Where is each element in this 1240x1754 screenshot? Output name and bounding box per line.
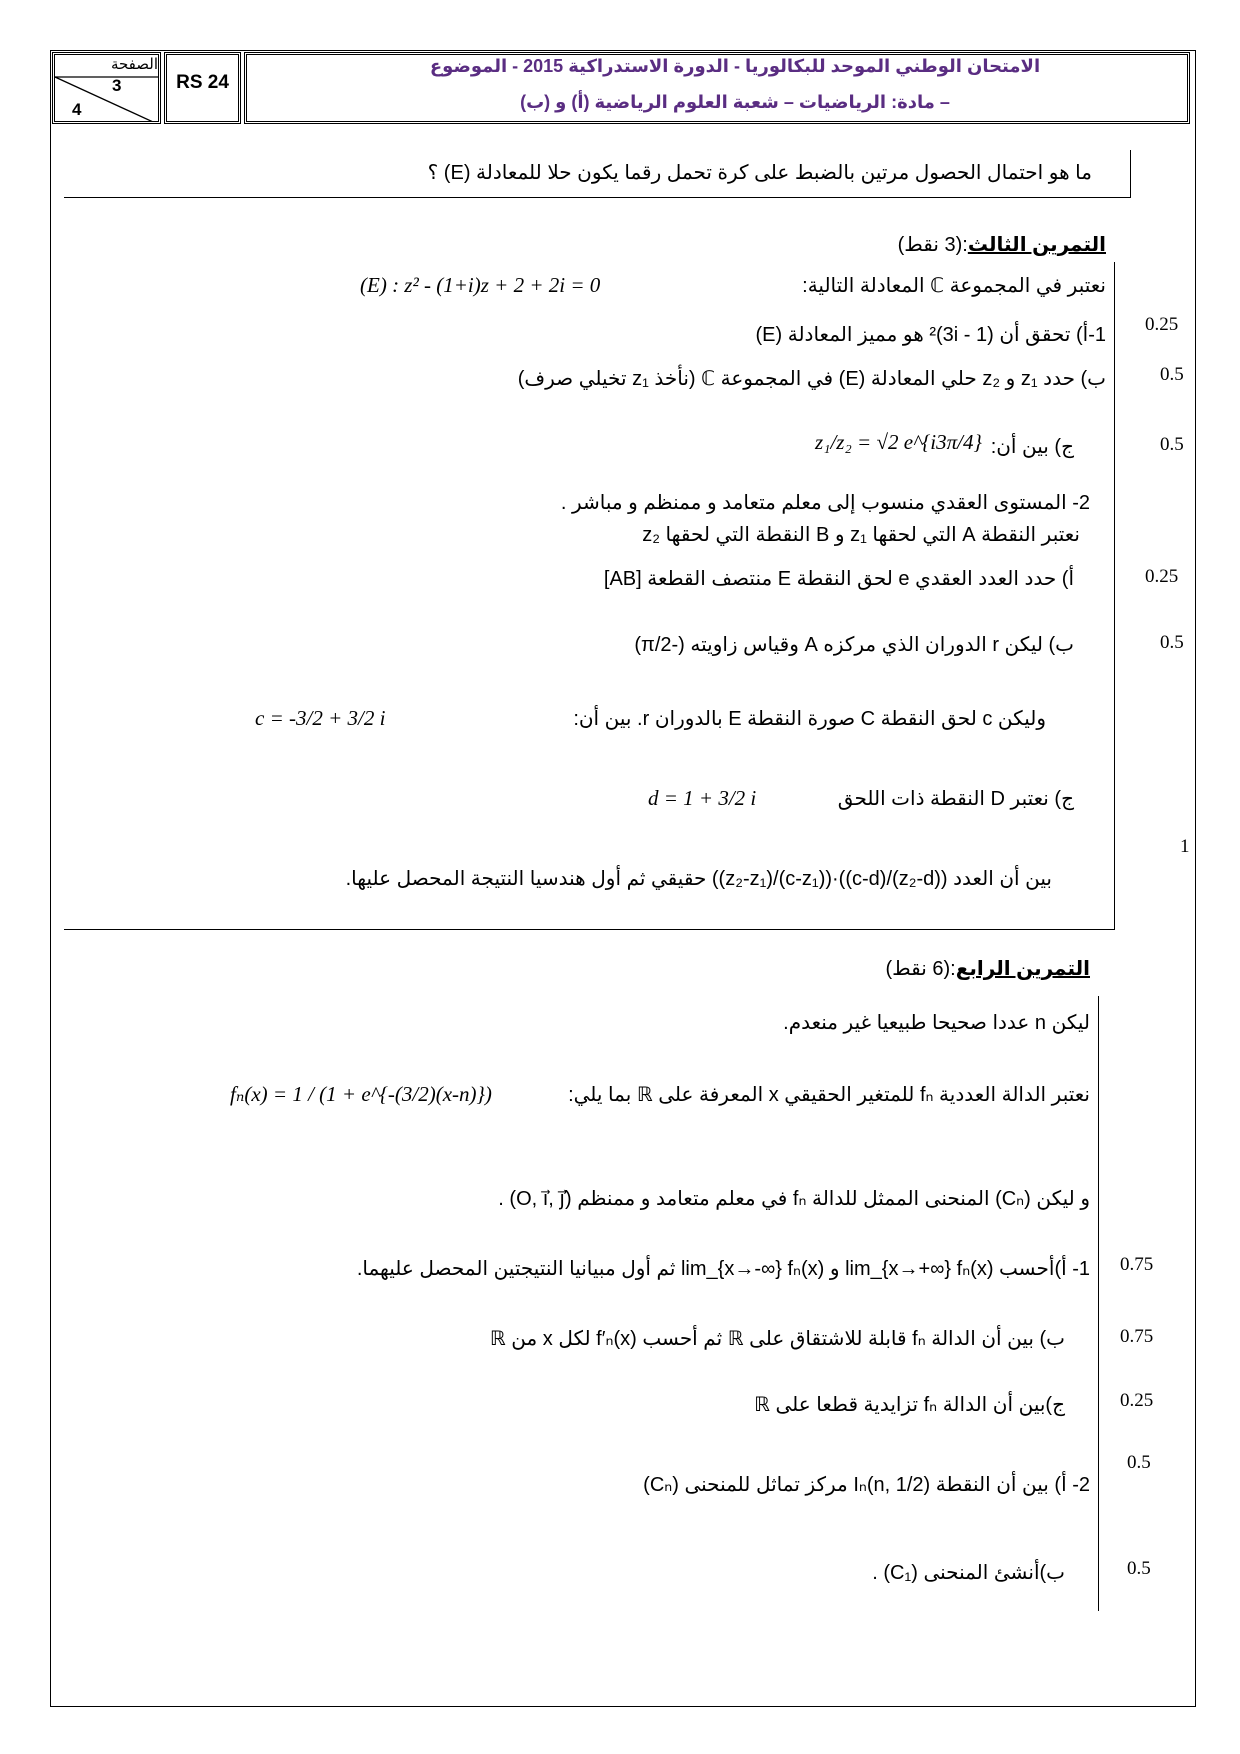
score-ex3-5: 0.5 <box>1160 632 1184 653</box>
score-ex3-4: 0.25 <box>1145 566 1179 587</box>
ex4-l3: و ليكن (Cₙ) المنحنى الممثل للدالة fₙ في معلم متعامد و ممنظم (O, i⃗, j⃗) . <box>498 1188 1090 1210</box>
score-ex3-3: 0.5 <box>1160 434 1184 455</box>
exercise3-rule <box>1114 262 1115 930</box>
exercise3-heading <box>898 232 1106 257</box>
exercise3-bottom <box>64 929 1115 930</box>
page-total: 4 <box>72 100 82 119</box>
exam-title: الامتحان الوطني الموحد للبكالوريا - الدورة الاستدراكية 2015 - الموضوع <box>429 56 1041 76</box>
ex3-q1c: ج) بين أن: <box>990 436 1074 458</box>
ex4-q1a: 1- أ)أحسب lim_{x→+∞} fₙ(x) و lim_{x→-∞} fₙ(x) ثم أول مبيانيا النتيجتين المحصل عليهما. <box>356 1258 1090 1280</box>
ex3-q2b1: ب) ليكن r الدوران الذي مركزه A وقياس زاويته (-π/2) <box>634 634 1074 656</box>
score-ex4-3: 0.25 <box>1120 1390 1154 1411</box>
exercise3-title: التمرين الثالث <box>967 234 1106 256</box>
ex3-q2-intro2: نعتبر النقطة A التي لحقها z₁ و B النقطة التي لحقها z₂ <box>642 524 1080 546</box>
exercise4-points: :(6 نقط) <box>885 958 956 980</box>
ex4-q2a: 2- أ) بين أن النقطة Iₙ(n, 1/2) مركز تماثل للمنحنى (Cₙ) <box>643 1474 1090 1496</box>
ex4-q2b: ب)أنشئ المنحنى (C₁) . <box>872 1562 1065 1584</box>
ex3-q2c2: بين أن العدد ((z₂-d)/(c-d))·((c-z₁)/(z₂-z₁)) حقيقي ثم أول هندسيا النتيجة المحصل عليها. <box>345 868 1052 890</box>
score-ex3-6: 1 <box>1180 836 1190 857</box>
exercise4-heading <box>885 956 1090 981</box>
ex4-l2: نعتبر الدالة العددية fₙ للمتغير الحقيقي x المعرفة على ℝ بما يلي: <box>568 1084 1090 1106</box>
ex3-d-formula: d = 1 + 3/2 i <box>648 786 757 810</box>
exam-code: RS 24 <box>176 72 229 93</box>
ex3-c-formula: c = -3/2 + 3/2 i <box>255 706 386 730</box>
ex3-q2-intro1: 2- المستوى العقدي منسوب إلى معلم متعامد و ممنظم و مباشر . <box>560 492 1090 514</box>
score-ex4-4: 0.5 <box>1127 1452 1151 1473</box>
ex4-q1b: ب) بين أن الدالة fₙ قابلة للاشتقاق على ℝ ثم أحسب f′ₙ(x) لكل x من ℝ <box>489 1328 1065 1350</box>
question-box-bottom <box>64 197 1131 198</box>
score-ex3-2: 0.5 <box>1160 364 1184 385</box>
ex4-q1c: ج)بين أن الدالة fₙ تزايدية قطعا على ℝ <box>754 1394 1065 1416</box>
ex3-q1a: 1-أ) تحقق أن (1 - 3i)² هو مميز المعادلة (E) <box>755 324 1106 346</box>
ex3-q2a: أ) حدد العدد العقدي e لحق النقطة E منتصف القطعة [AB] <box>603 568 1074 590</box>
ex3-q2c1: ج) نعتبر D النقطة ذات اللحق <box>837 788 1074 810</box>
exercise4-rule <box>1098 996 1099 1611</box>
page-label: الصفحة <box>110 56 158 73</box>
exam-subject: – مادة: الرياضيات – شعبة العلوم الرياضية (أ) و (ب) <box>520 92 950 112</box>
score-ex4-2: 0.75 <box>1120 1326 1154 1347</box>
equation-E: (E) : z² - (1+i)z + 2 + 2i = 0 <box>360 273 601 297</box>
score-ex4-5: 0.5 <box>1127 1558 1151 1579</box>
score-ex4-1: 0.75 <box>1120 1254 1154 1275</box>
score-ex3-1: 0.25 <box>1145 314 1179 335</box>
ex4-fn-formula: fₙ(x) = 1 / (1 + e^{-(3/2)(x-n)}) <box>230 1082 492 1106</box>
page-number: 3 <box>112 76 122 95</box>
question-box-rule <box>1130 150 1131 198</box>
exercise4-title: التمرين الرابع <box>955 958 1090 980</box>
ex3-q2b2: وليكن c لحق النقطة C صورة النقطة E بالدوران r. بين أن: <box>573 708 1046 730</box>
top-question: ما هو احتمال الحصول مرتين بالضبط على كرة تحمل رقما يكون حلا للمعادلة (E) ؟ <box>427 162 1092 184</box>
ex3-intro: نعتبر في المجموعة ℂ المعادلة التالية: <box>802 275 1106 297</box>
ex3-q1c-formula: z₁/z₂ = √2 e^{i3π/4} <box>815 430 982 454</box>
ex3-q1b: ب) حدد z₁ و z₂ حلي المعادلة (E) في المجموعة ℂ (نأخذ z₁ تخيلي صرف) <box>517 368 1106 390</box>
exercise3-points: :(3 نقط) <box>897 234 968 256</box>
ex4-l1: ليكن n عددا صحيحا طبيعيا غير منعدم. <box>783 1012 1090 1034</box>
